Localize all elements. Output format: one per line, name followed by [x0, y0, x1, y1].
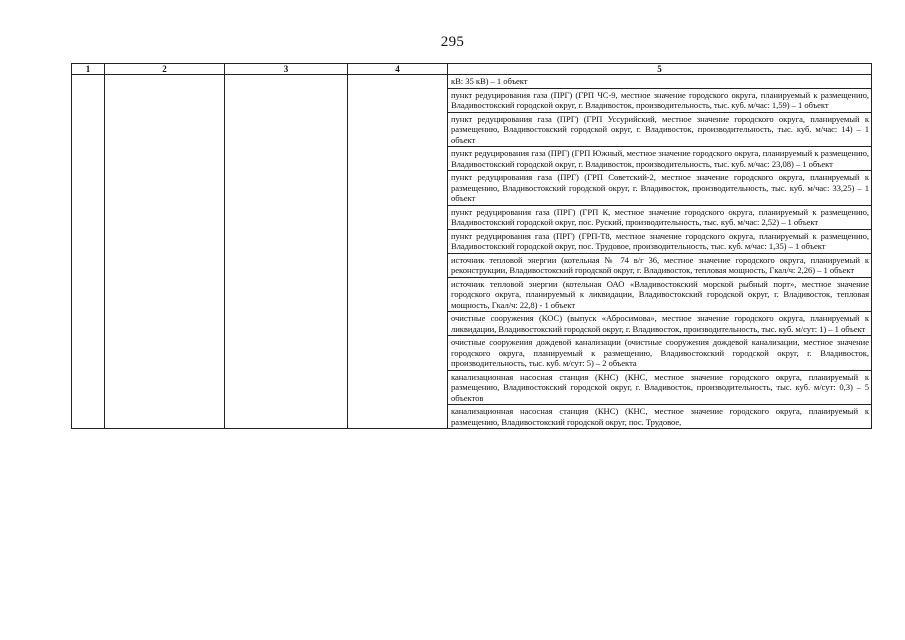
object-description-cell	[448, 205, 872, 229]
empty-cell-col-2	[105, 229, 225, 253]
empty-cell-col-1	[72, 112, 105, 147]
object-description-cell	[448, 370, 872, 405]
table-row	[72, 229, 872, 253]
empty-cell-col-1	[72, 336, 105, 371]
empty-cell-col-2	[105, 312, 225, 336]
empty-cell-col-3	[225, 171, 348, 206]
object-description-text: пункт редуцирования газа (ПРГ) (ГРП К, местное значение городского округа, планируемый к размещению, Владивостокский городской округ, пос. Руский, производительность, тыс. куб. м/час: 2,52) – 1 объект	[451, 206, 869, 227]
empty-cell-col-3	[225, 253, 348, 277]
object-description-text: пункт редуцирования газа (ПРГ) (ГРП Уссурийский, местное значение городского округа, планируемый к размещению, Владивостокский городской округ, г. Владивосток, производительность, тыс. куб. м/час: 14) – 1 объект	[451, 113, 869, 145]
object-description-text: канализационная насосная станция (КНС) (КНС, местное значение городского округа, планируемый к размещению, Владивостокский городской округ, г. Владивосток, производительность, тыс. куб. м/сут: 0,3) – 5 объектов	[451, 371, 869, 403]
empty-cell-col-2	[105, 171, 225, 206]
empty-cell-col-2	[105, 147, 225, 171]
object-description-text: канализационная насосная станция (КНС) (КНС, местное значение городского округа, планируемый к размещению, Владивостокский городской округ, пос. Трудовое,	[451, 406, 869, 427]
object-description-text: очистные сооружения (КОС) (выпуск «Абросимова», местное значение городского округа, планируемый к ликвидации, Владивостокский городской округ, г. Владивосток, производительность, тыс. куб. м/сут: 1) – 1 объект	[451, 313, 869, 334]
table-row	[72, 336, 872, 371]
empty-cell-col-1	[72, 229, 105, 253]
empty-cell-col-1	[72, 312, 105, 336]
object-description-cell	[448, 336, 872, 371]
table-row	[72, 75, 872, 89]
object-description-text: пункт редуцирования газа (ПРГ) (ГРП ЧС-9, местное значение городского округа, планируемый к размещению, Владивостокский городской округ, г. Владивосток, производительность, тыс. куб. м/час: 1,59) – 1 объект	[451, 89, 869, 110]
empty-cell-col-4	[348, 171, 448, 206]
empty-cell-col-2	[105, 253, 225, 277]
table-row	[72, 405, 872, 429]
empty-cell-col-2	[105, 405, 225, 429]
table-header-row	[72, 64, 872, 75]
empty-cell-col-3	[225, 277, 348, 312]
table-row	[72, 312, 872, 336]
object-description-cell	[448, 88, 872, 112]
empty-cell-col-4	[348, 312, 448, 336]
empty-cell-col-1	[72, 405, 105, 429]
object-description-text: пункт редуцирования газа (ПРГ) (ГРП Южный, местное значение городского округа, планируемый к размещению, Владивостокский городской округ, г. Владивосток, производительность, тыс. куб. м/час: 23,08) – 1 объект	[451, 148, 869, 169]
object-description-cell	[448, 171, 872, 206]
column-header-1: 1	[72, 64, 105, 75]
empty-cell-col-3	[225, 205, 348, 229]
empty-cell-col-4	[348, 112, 448, 147]
object-description-cell	[448, 277, 872, 312]
empty-cell-col-1	[72, 370, 105, 405]
column-header-5: 5	[448, 64, 872, 75]
empty-cell-col-3	[225, 405, 348, 429]
object-description-text: пункт редуцирования газа (ПРГ) (ГРП-Т8, местное значение городского округа, планируемый к размещению, Владивостокский городской округ, пос. Трудовое, производительность, тыс. куб. м/час: 1,35) – 1 объект	[451, 230, 869, 251]
object-description-text: очистные сооружения дождевой канализации (очистные сооружения дождевой канализации, местное значение городского округа, планируемый к размещению, Владивостокский городской округ, г. Владивосток, производительность, тыс. куб. м/сут: 5) – 2 объекта	[451, 337, 869, 368]
empty-cell-col-4	[348, 88, 448, 112]
empty-cell-col-4	[348, 75, 448, 89]
table-row	[72, 253, 872, 277]
empty-cell-col-1	[72, 88, 105, 112]
empty-cell-col-4	[348, 205, 448, 229]
empty-cell-col-2	[105, 75, 225, 89]
object-description-cell	[448, 147, 872, 171]
object-description-text: источник тепловой энергии (котельная № 74 в/г 36, местное значение городского округа, планируемый к реконструкции, Владивостокский городской округ, г. Владивосток, тепловая мощность, Гкал/ч: 2,26) – 1 объект	[451, 254, 869, 275]
empty-cell-col-1	[72, 253, 105, 277]
table-row	[72, 277, 872, 312]
table-row	[72, 88, 872, 112]
empty-cell-col-3	[225, 112, 348, 147]
empty-cell-col-4	[348, 229, 448, 253]
table-row	[72, 112, 872, 147]
object-description-cell	[448, 405, 872, 429]
object-description-text: источник тепловой энергии (котельная ОАО «Владивостокский морской рыбный порт», местное значение городского округа, планируемый к ликвидации, Владивостокский городской округ, г. Владивосток, тепловая мощность, Гкал/ч: 22,8) - 1 объект	[451, 278, 869, 310]
empty-cell-col-3	[225, 88, 348, 112]
table-row	[72, 171, 872, 206]
empty-cell-col-4	[348, 370, 448, 405]
empty-cell-col-3	[225, 75, 348, 89]
page-number: 295	[440, 34, 465, 50]
empty-cell-col-3	[225, 147, 348, 171]
object-description-cell	[448, 312, 872, 336]
empty-cell-col-4	[348, 405, 448, 429]
table-row	[72, 205, 872, 229]
object-description-cell	[448, 253, 872, 277]
empty-cell-col-2	[105, 336, 225, 371]
empty-cell-col-4	[348, 336, 448, 371]
empty-cell-col-4	[348, 147, 448, 171]
empty-cell-col-3	[225, 229, 348, 253]
column-header-3: 3	[225, 64, 348, 75]
empty-cell-col-1	[72, 205, 105, 229]
empty-cell-col-4	[348, 253, 448, 277]
empty-cell-col-1	[72, 171, 105, 206]
object-description-cell	[448, 75, 872, 89]
table-row	[72, 147, 872, 171]
empty-cell-col-1	[72, 147, 105, 171]
empty-cell-col-1	[72, 75, 105, 89]
column-header-2: 2	[105, 64, 225, 75]
object-description-cell	[448, 112, 872, 147]
empty-cell-col-3	[225, 312, 348, 336]
document-table	[71, 63, 872, 429]
empty-cell-col-3	[225, 370, 348, 405]
empty-cell-col-2	[105, 277, 225, 312]
column-header-4: 4	[348, 64, 448, 75]
table-row	[72, 370, 872, 405]
object-description-text: пункт редуцирования газа (ПРГ) (ГРП Советский-2, местное значение городского округа, планируемый к размещению, Владивостокский городской округ, г. Владивосток, производительность, тыс. куб. м/час: 33,25) – 1 объект	[451, 172, 869, 203]
empty-cell-col-2	[105, 370, 225, 405]
empty-cell-col-3	[225, 336, 348, 371]
object-description-cell	[448, 229, 872, 253]
table-body	[72, 75, 872, 429]
empty-cell-col-4	[348, 277, 448, 312]
empty-cell-col-2	[105, 88, 225, 112]
object-description-text: кВ: 35 кВ) – 1 объект	[451, 76, 528, 86]
empty-cell-col-2	[105, 205, 225, 229]
empty-cell-col-1	[72, 277, 105, 312]
empty-cell-col-2	[105, 112, 225, 147]
